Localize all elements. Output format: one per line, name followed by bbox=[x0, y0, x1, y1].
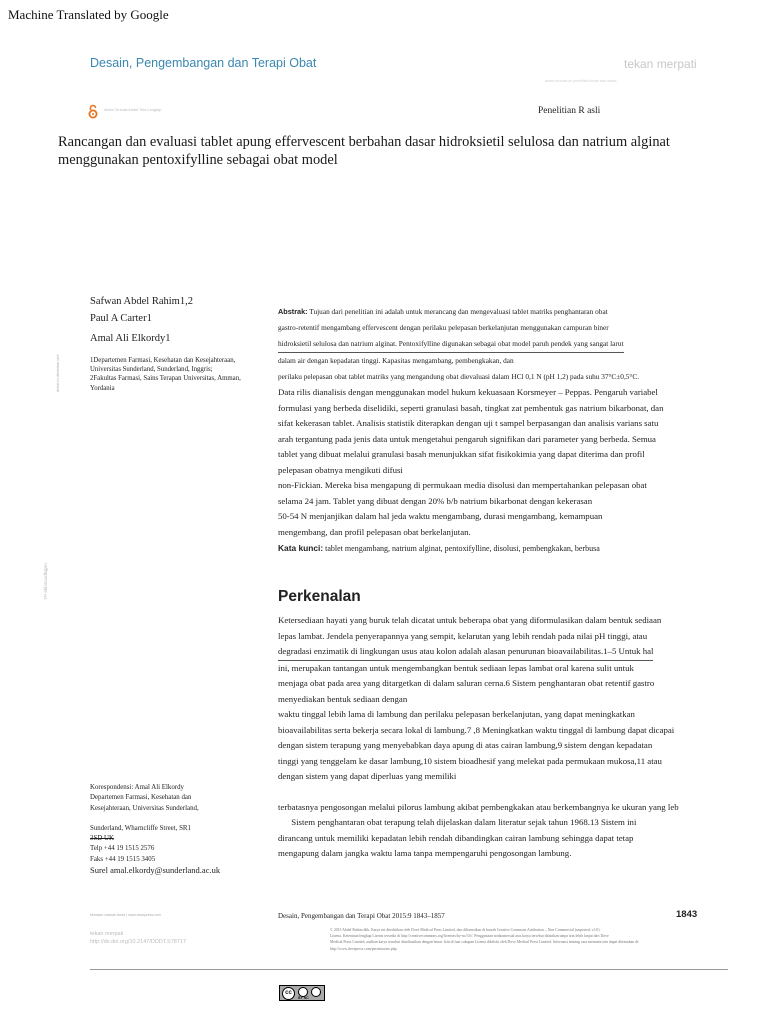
license-line: Medical Press Limited, asalkan karya tersebut diatribusikan dengan benar. Izin di luar cakupan Lisensi dikelola oleh Dove Medical Press Limited. Informasi tentang cara meminta izin dapat ditemukan di: bbox=[330, 940, 640, 945]
correspondence-phone: Telp +44 19 1515 2576 bbox=[90, 845, 155, 853]
open-access-label: Akses Terbuka Artikel Teks Lengkap bbox=[104, 108, 162, 112]
abstract-line: hidroksietil selulosa dan natrium alginat. Pentoxifylline digunakan sebagai obat model paruh pendek yang sangat larut bbox=[278, 336, 728, 353]
author-2[interactable]: Paul A Carter1 bbox=[90, 313, 152, 324]
abstract-line: dalam air dengan kepadatan tinggi. Kapasitas mengambang, pembengkakan, dan bbox=[278, 356, 514, 365]
publisher-logo-text[interactable]: tekan merpati bbox=[624, 57, 697, 71]
abstract-line: sifat kekerasan tablet. Analisis statistik diterapkan dengan uji t sampel berpasangan dan analisis varians satu bbox=[278, 418, 659, 428]
author-3[interactable]: Amal Ali Elkordy1 bbox=[90, 333, 171, 344]
abstract-line: non-Fickian. Mereka bisa mengapung di permukaan media disolusi dan mempertahankan pelepasan obat bbox=[278, 480, 647, 490]
abstract-line: pelepasan obatnya mengikuti difusi bbox=[278, 464, 403, 475]
correspondence-line: Departemen Farmasi, Kesehatan dan bbox=[90, 794, 192, 802]
intro-line: menjaga obat pada area yang ditargetkan di dalam saluran cerna.6 Sistem penghantaran obat retentif gastro bbox=[278, 678, 655, 688]
abstract-line: selama 24 jam. Tablet yang dibuat dengan 20% b/b natrium bikarbonat dengan kekerasan bbox=[278, 495, 593, 506]
nc-icon bbox=[311, 987, 321, 997]
footer-publisher-name: tekan merpati bbox=[90, 931, 124, 937]
intro-line: mengapung dalam jangka waktu lama tanpa mempengaruhi pengosongan lambung. bbox=[278, 848, 572, 858]
submit-manuscript-link[interactable]: kirimkan naskah Anda | www.dovepress.com bbox=[90, 913, 162, 917]
affiliation-2: 2Fakultas Farmasi, Sains Terapan Universitas, Amman, Yordania bbox=[90, 375, 241, 392]
license-line: Lisensi. Ketentuan lengkap Lisensi tersedia di http://creativecommons.org/licenses/by-nc/3.0/. Penggunaan nonkomersial atas karya tersebut diizinkan tanpa izin lebih lanjut dari Dove bbox=[330, 934, 609, 939]
abstract-line: perilaku pelepasan obat tablet matriks yang mengandung obat dievaluasi dalam HCl 0,1 N (pH 1,2) pada suhu 37°C±0,5°C. bbox=[278, 372, 640, 381]
machine-translated-banner: Machine Translated by Google bbox=[8, 7, 169, 22]
license-line[interactable]: http://www.dovepress.com/permissions.php bbox=[330, 946, 397, 951]
abstract-line: Data rilis dianalisis dengan menggunakan model hukum kekuasaan Korsmeyer – Peppas. Pengaruh variabel bbox=[278, 387, 658, 397]
abstract bbox=[278, 304, 728, 557]
abstract-line: tablet yang dibuat melalui granulasi basah menunjukkan sifat fisikokimia yang dapat diterima dan profil bbox=[278, 449, 645, 459]
abstract-label: Abstrak: bbox=[278, 307, 308, 316]
footer-divider bbox=[90, 969, 728, 970]
correspondence-postcode: 3SD UK bbox=[90, 835, 114, 843]
keywords: Kata kunci: tablet mengambang, natrium alginat, pentoxifylline, disolusi, pembengkakan, berbusa bbox=[278, 543, 600, 553]
footer-publisher bbox=[90, 930, 186, 946]
intro-line: Ketersediaan hayati yang buruk telah dicatat untuk beberapa obat yang diformulasikan dalam bentuk sediaan bbox=[278, 615, 662, 625]
article-type: Penelitian R asli bbox=[538, 106, 601, 116]
creative-commons-badge[interactable] bbox=[279, 985, 325, 1001]
intro-line: ini, merupakan tantangan untuk mengembangkan bentuk sediaan lepas lambat oral karena sulit untuk bbox=[278, 662, 634, 673]
correspondence bbox=[90, 783, 270, 875]
author-list bbox=[90, 293, 193, 347]
cc-license-label: BY NC bbox=[298, 996, 309, 1000]
correspondence-fax: Faks +44 19 1515 3405 bbox=[90, 855, 156, 863]
publisher-tagline: akses terbuka ke penelitian ilmiah dan medis bbox=[545, 79, 617, 83]
section-heading-introduction: Perkenalan bbox=[278, 588, 361, 605]
citation: Desain, Pengembangan dan Terapi Obat 2015:9 1843–1857 bbox=[278, 912, 445, 920]
open-access-icon bbox=[88, 104, 98, 119]
introduction-body bbox=[278, 613, 730, 862]
side-url: YP-ekbutuxdkqpm bbox=[43, 563, 48, 600]
license-text bbox=[330, 927, 728, 952]
intro-line: Sistem penghantaran obat terapung telah dijelaskan dalam literatur sejak tahun 1968.13 Sistem ini bbox=[278, 817, 637, 827]
correspondence-line: Kesejahteraan, Universitas Sunderland, bbox=[90, 804, 199, 812]
intro-line: dengan sistem yang dapat diperluas yang memiliki bbox=[278, 771, 457, 781]
affiliations bbox=[90, 356, 250, 393]
license-line: © 2015 Abdel Rahim dkk. Karya ini diterbitkan oleh Dove Medical Press Limited, dan dilisensikan di bawah Creative Commons Attribution – Non Commercial (unported, v3.0) bbox=[330, 928, 600, 932]
intro-line: dirancang untuk memiliki kepadatan lebih rendah dibandingkan cairan lambung sehingga dapat tetap bbox=[278, 832, 634, 843]
intro-line: tinggi yang tenggelam ke dasar lambung,10 sistem bioadhesif yang melekat pada permukaan mukosa,11 atau bbox=[278, 755, 662, 766]
abstract-line: mengembang, dan profil pelepasan obat berkelanjutan. bbox=[278, 526, 471, 537]
side-note: Artikel ini diterbitkan oleh bbox=[56, 354, 60, 392]
intro-line: lepas lambat. Jendela penyerapannya yang sempit, kelarutan yang lebih rendah pada nilai pH tinggi, atau bbox=[278, 630, 648, 641]
author-1[interactable]: Safwan Abdel Rahim1,2 bbox=[90, 296, 193, 307]
journal-name[interactable]: Desain, Pengembangan dan Terapi Obat bbox=[90, 56, 317, 70]
intro-line: menyediakan bentuk sediaan dengan bbox=[278, 693, 408, 704]
keywords-label: Kata kunci: bbox=[278, 543, 324, 553]
article-title: Rancangan dan evaluasi tablet apung effervescent berbahan dasar hidroksietil selulosa dan natrium alginat menggunakan pentoxifylline sebagai obat model bbox=[58, 134, 670, 168]
abstract-line: 50-54 N menjanjikan dalam hal jeda waktu mengambang, durasi mengambang, kemampuan bbox=[278, 511, 603, 521]
cc-icon: cc bbox=[282, 987, 295, 1000]
page-number: 1843 bbox=[676, 909, 698, 920]
correspondence-email[interactable]: Surel amal.elkordy@sunderland.ac.uk bbox=[90, 865, 221, 876]
correspondence-line: Korespondensi: Amal Ali Elkordy bbox=[90, 784, 184, 791]
abstract-line: formulasi yang berbeda diselidiki, seperti granulasi basah, tingkat zat pembentuk gas natrium bikarbonat, dan bbox=[278, 402, 664, 413]
intro-line: waktu tinggal lebih lama di lambung dan perilaku pelepasan berkelanjutan, yang dapat meningkatkan bbox=[278, 709, 635, 719]
intro-line: terbatasnya pengosongan melalui pilorus lambung akibat pembengkakan atau berkembangnya ke ukuran yang leb bbox=[278, 801, 679, 812]
abstract-line: gastro-retentif mengambang effervescent dengan perilaku pelepasan berkelanjutan menggunakan campuran biner bbox=[278, 323, 609, 332]
doi-link[interactable]: http://dx.doi.org/10.2147/DDDT.S78717 bbox=[90, 939, 187, 945]
affiliation-1: 1Departemen Farmasi, Kesehatan dan Kesejahteraan, Universitas Sunderland, Sunderland, Inggris; bbox=[90, 357, 236, 374]
abstract-line: Abstrak: Tujuan dari penelitian ini adalah untuk merancang dan mengevaluasi tablet matriks penghantaran obat bbox=[278, 307, 608, 316]
intro-line: degradasi enzimatik di lingkungan usus atau kolon adalah alasan penurunan bioavailabilitas.1–5 Untuk hal bbox=[278, 644, 730, 661]
intro-line: bioavailabilitas serta bekerja secara lokal di lambung.7 ,8 Meningkatkan waktu tinggal di lambung dapat dicapai bbox=[278, 724, 675, 735]
abstract-line: arah tergantung pada jenis data untuk mengetahui pengaruh signifikan dari parameter yang berbeda. Semua bbox=[278, 433, 656, 444]
intro-line: dengan sistem terapung yang menyebabkan daya apung di atas cairan lambung,9 sistem dengan kepadatan bbox=[278, 740, 653, 750]
correspondence-line: Sunderland, Wharncliffe Street, SR1 bbox=[90, 824, 191, 832]
